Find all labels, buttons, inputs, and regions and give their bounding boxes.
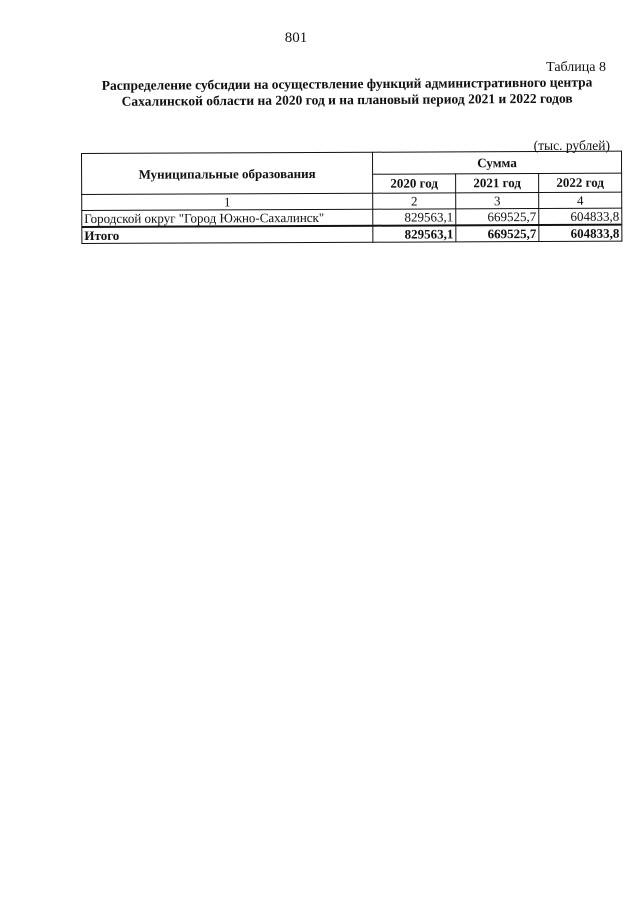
column-number-1: 1 — [82, 193, 373, 210]
title-line-1: Распределение субсидии на осуществление функций административного центра — [101, 74, 593, 93]
total-value-2021: 669525,7 — [456, 225, 539, 242]
subsidy-table — [81, 151, 622, 244]
total-row — [82, 225, 622, 244]
row-value-2022: 604833,8 — [539, 208, 622, 225]
header-year-2022: 2022 год — [539, 173, 622, 193]
total-label: Итого — [82, 226, 373, 244]
document-title — [92, 74, 602, 110]
total-value-2022: 604833,8 — [539, 225, 622, 242]
column-number-2: 2 — [373, 193, 456, 209]
table-label: Таблица 8 — [546, 60, 606, 75]
header-municipalities: Муниципальные образования — [82, 152, 373, 194]
column-number-4: 4 — [539, 192, 622, 208]
total-value-2020: 829563,1 — [373, 225, 456, 242]
title-line-2: Сахалинской области на 2020 год и на плановый период 2021 и 2022 годов — [121, 90, 573, 109]
header-sum: Сумма — [372, 151, 621, 174]
row-value-2020: 829563,1 — [373, 209, 456, 226]
column-number-3: 3 — [456, 193, 539, 209]
units-note: (тыс. рублей) — [533, 138, 610, 153]
subsidy-table-wrapper — [81, 151, 622, 244]
header-year-2020: 2020 год — [373, 173, 456, 193]
page-number: 801 — [284, 30, 308, 46]
header-year-2021: 2021 год — [456, 173, 539, 193]
row-value-2021: 669525,7 — [456, 209, 539, 226]
row-municipality-name: Городской округ "Город Южно-Сахалинск" — [82, 209, 373, 227]
